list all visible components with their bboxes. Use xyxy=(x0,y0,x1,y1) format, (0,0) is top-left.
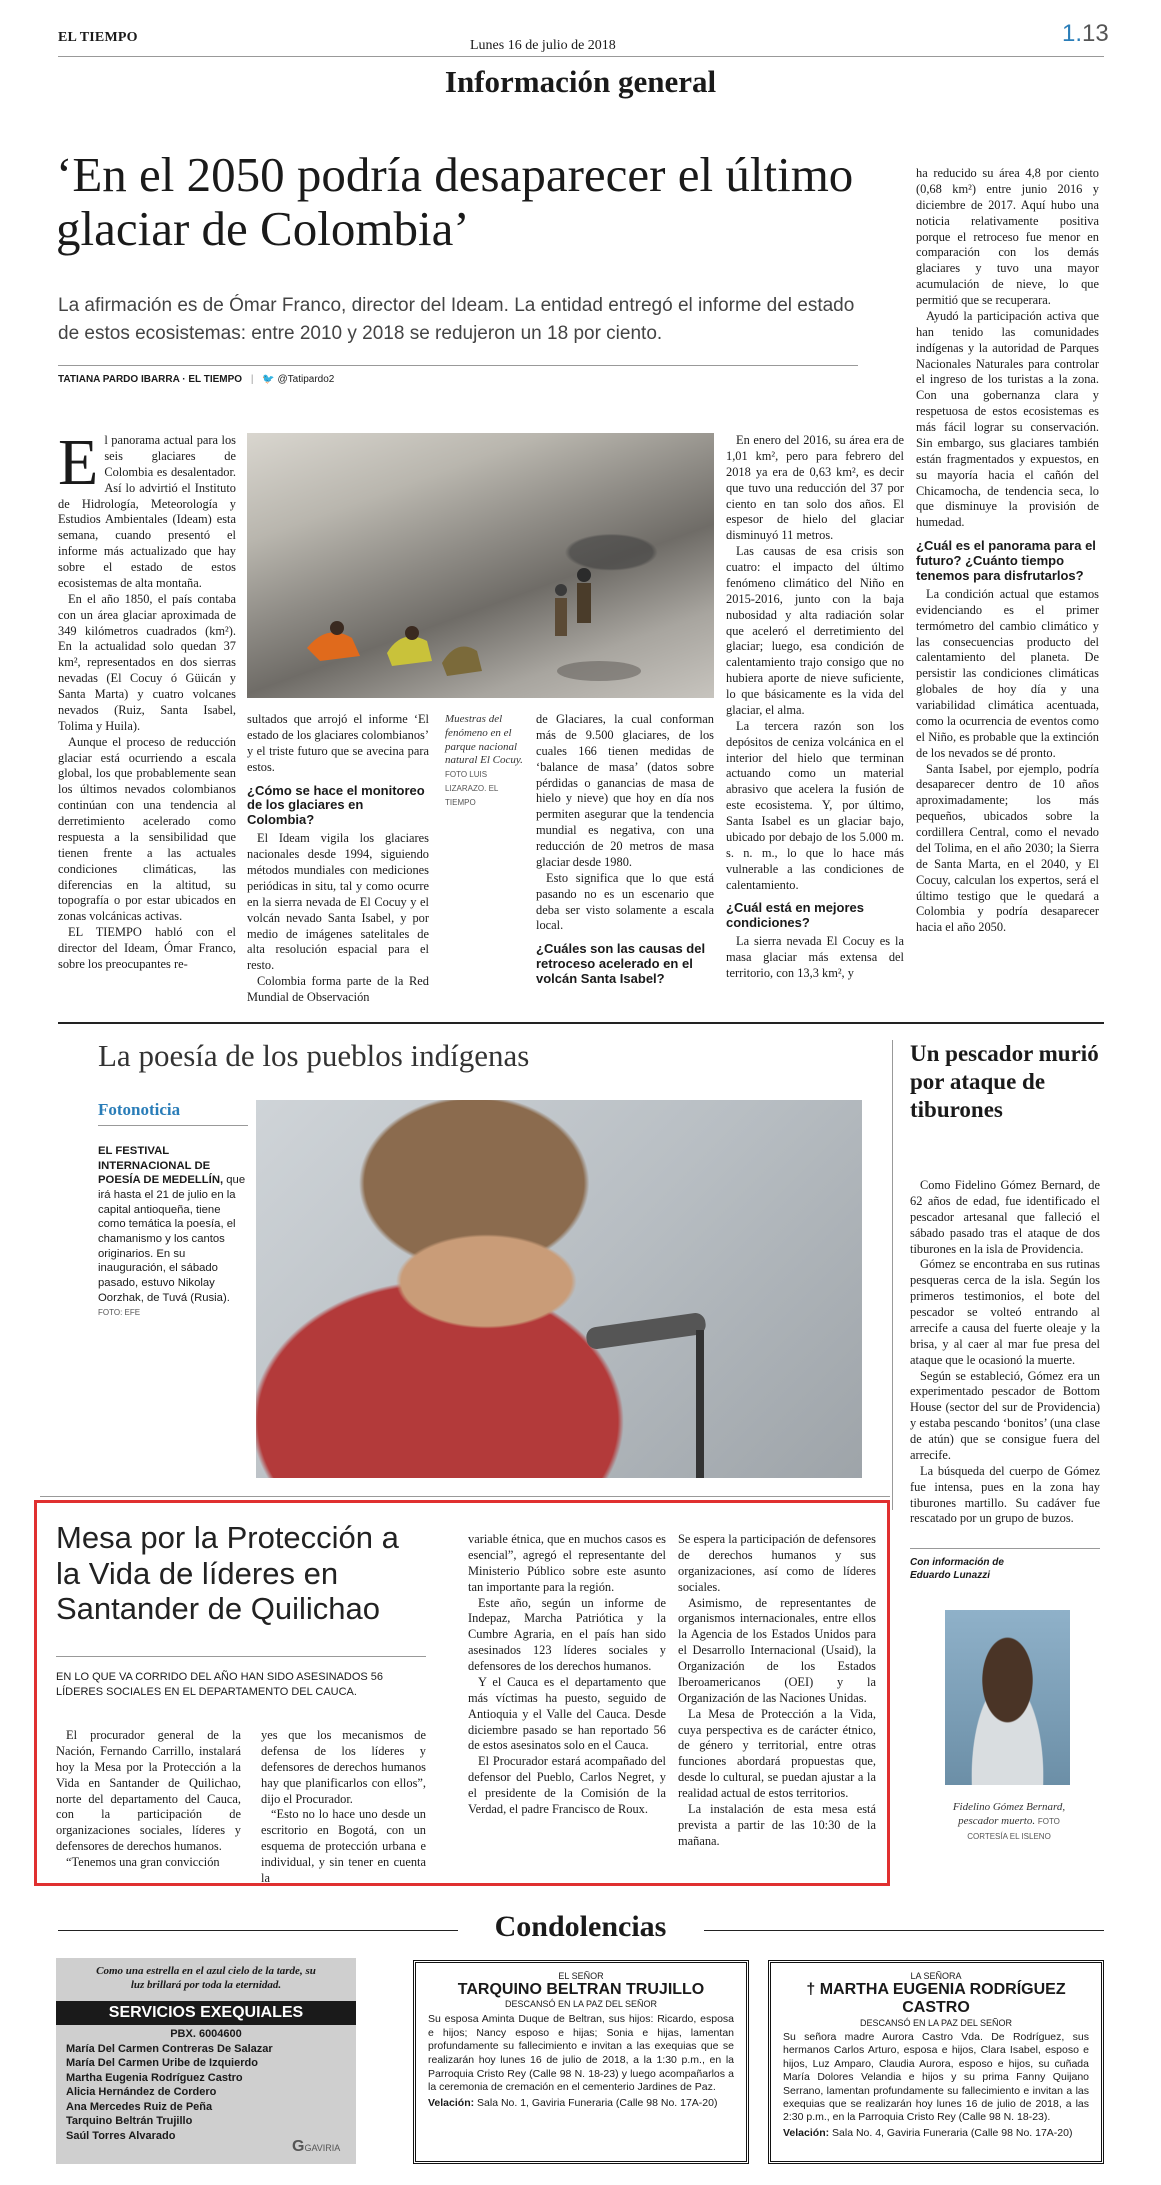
col1-p1: El panorama actual para los seis glaciares de Colombia es desalentador. Así lo advirtió el Instituto de Hidrología, Meteorología y Estudios Ambientales (Ideam) esta semana, cuando presentó el informe más actualizado que hay sobre el estado de estos ecosistemas de alta montaña. xyxy=(58,426,236,590)
col4-heading-1: ¿Cuál está en mejores condiciones? xyxy=(726,900,864,931)
col2-p2: El Ideam vigila los glaciares nacionales desde 1994, siguiendo métodos mundiales con mediciones periódicas in situ, tal y como ocurre en la sierra nevada de El Cocuy y el volcán nevado Santa Isabel, y por medio de imágenes satelitales de alta resolución espacial para el resto. xyxy=(247,831,429,973)
poesia-caption-text: que irá hasta el 21 de julio en la capital antioqueña, tiene como temática la poesía, el chamanismo y los cantos originarios. En su inauguración, el sábado pasado, estuvo Nikolay Oorzhak, de Tuvá (Rusia). xyxy=(98,1174,246,1304)
death-notice-1 xyxy=(413,1960,749,2164)
col3-p2: Esto significa que lo que está pasando no es un escenario que deba ser visto solamente a escala local. xyxy=(536,870,714,933)
n2-vel: Sala No. 4, Gaviria Funeraria (Calle 98 No. 17A-20) xyxy=(832,2126,1073,2139)
col2-p3: Colombia forma parte de la Red Mundial de Observación xyxy=(247,974,429,1005)
pescador-info-label: Con información de xyxy=(910,1557,1004,1568)
col3-p1: de Glaciares, la cual conforman más de 9.500 glaciares, de los cuales 166 tienen medidas de ‘balance de masa’ (datos sobre pérdidas o ganancias de masa de hielo y nieve) que hoy en día nos permiten asegurar que la tendencia mundial es negativa, con una reducción de 20 metros de masa glaciar desde 1980. xyxy=(536,712,714,869)
col2-heading-1: ¿Cómo se hace el monitoreo de los glaciares en Colombia? xyxy=(247,782,425,828)
gaviria-logo xyxy=(292,2138,340,2156)
twitter-handle[interactable]: @Tatipardo2 xyxy=(277,374,335,385)
mesa-sub: EN LO QUE VA CORRIDO DEL AÑO HAN SIDO ASESINADOS 56 LÍDERES SOCIALES EN EL DEPARTAMENTO DEL CAUCA. xyxy=(56,1671,384,1698)
fisherman-photo xyxy=(945,1610,1070,1785)
col5-heading-1: ¿Cuál es el panorama para el futuro? ¿Cuánto tiempo tenemos para disfrutarlos? xyxy=(916,538,1096,583)
col5-p4: Santa Isabel, por ejemplo, podría desaparecer dentro de 10 años aproximadamente; los más pequeños, ubicados sobre la cordillera Central, como el nevado del Tolima, en el año 2030; la Sierra de Santa Marta, en el 2040, y El Cocuy, calculan los expertos, será el último testigo que le quedará a Colombia y podría desaparecer hacia el año 2050. xyxy=(916,761,1099,935)
pescador-info-rule xyxy=(910,1548,1100,1549)
pescador-p4: La búsqueda del cuerpo de Gómez fue intensa, pues en la zona hay tiburones martillo. Su cadáver fue rescatado por un grupo de buzos. xyxy=(910,1463,1100,1526)
mesa-c2-p2: “Esto no lo hace uno desde un escritorio en Bogotá, con un esquema de protección urbana e individual, y sin tener en cuenta la xyxy=(261,1807,426,1885)
fisherman-caption-credit: FOTO CORTESÍA EL ISLENO xyxy=(967,1817,1060,1841)
mesa-col-4 xyxy=(678,1532,876,1850)
death-notice-2 xyxy=(768,1960,1104,2164)
main-headline: ‘En el 2050 podría desaparecer el último glaciar de Colombia’ xyxy=(56,147,854,256)
col1-p4: EL TIEMPO habló con el director del Ideam, Ómar Franco, sobre los preocupantes re- xyxy=(58,925,236,971)
main-col-5 xyxy=(916,166,1099,936)
fisherman-caption xyxy=(940,1800,1078,1843)
ad-title: SERVICIOS EXEQUIALES xyxy=(56,2001,356,2025)
mesa-top-rule xyxy=(40,1496,890,1497)
n1-name: TARQUINO BELTRAN TRUJILLO xyxy=(457,1981,705,1998)
exequiales-ad xyxy=(56,1958,356,2164)
mesa-col-3 xyxy=(468,1532,666,1818)
mesa-c3-p4: El Procurador estará acompañado del defensor del Pueblo, Carlos Negret, y el presidente de la Comisión de la Verdad, el padre Francisco de Roux. xyxy=(468,1754,666,1816)
condolencias-title: Condolencias xyxy=(494,1910,667,1943)
main-bottom-rule xyxy=(58,1022,1104,1024)
byline-author: TATIANA PARDO IBARRA · EL TIEMPO xyxy=(58,374,243,385)
ad-phone: PBX. 6004600 xyxy=(170,2027,242,2040)
ad-name: Alicia Hernández de Cordero xyxy=(66,2086,217,2099)
n2-name: † MARTHA EUGENIA RODRÍGUEZ CASTRO xyxy=(806,1981,1066,2017)
mesa-c4-p3: La Mesa de Protección a la Vida, cuya perspectiva es de carácter étnico, de género y territorial, entre otras funciones abordará propuestas que, desde lo cultural, se puedan ajustar a la realidad actual de estos territorios. xyxy=(678,1706,876,1800)
byline-rule xyxy=(58,365,858,366)
mesa-col-1 xyxy=(56,1728,241,1871)
page-number xyxy=(1062,20,1109,48)
col1-p3: Aunque el proceso de reducción glaciar está ocurriendo a escala global, los que probablemente sean los últimos nevados colombianos continúan con una tendencia al derretimiento acelerado como respuesta a la sensibilidad que tienen frente a las actuales condiciones climáticas, las diferencias en la altitud, su topografía o por estar ubicados en zonas volcánicas activas. xyxy=(58,734,236,924)
ad-name: Saúl Torres Alvarado xyxy=(66,2129,176,2142)
col4-p3: La tercera razón son los depósitos de ceniza volcánica en el interior del hielo que terminan actuando como un material abrasivo que acelera la fusión de este ecosistema. Y, por último, Santa Isabel es un glaciar bajo, ubicado por debajo de los 5.000 m. s. n. m., lo que lo hace más vulnerable a las condiciones de calentamiento. xyxy=(726,718,904,892)
main-col-4 xyxy=(726,433,904,982)
glacier-photo xyxy=(247,433,714,698)
mesa-c1-p2: “Tenemos una gran convicción xyxy=(66,1855,220,1869)
ad-name: Martha Eugenia Rodríguez Castro xyxy=(66,2071,243,2084)
pescador-p1: Como Fidelino Gómez Bernard, de 62 años de edad, fue identificado el pescador artesanal que falleció el sábado pasado tras el ataque de dos tiburones en la isla de Providencia. xyxy=(910,1178,1100,1256)
byline xyxy=(58,374,334,385)
ad-name: Ana Mercedes Ruiz de Peña xyxy=(66,2100,213,2113)
glacier-photo-figures xyxy=(247,433,714,698)
col1-p2: En el año 1850, el país contaba con un área glaciar aproximada de 349 kilómetros cuadrados (km²). En la actualidad solo quedan 37 km², representados en dos sierras nevadas (El Cocuy ó Güicán y Santa Marta) y cuatro volcanes nevados (Ruiz, Santa Isabel, Tolima y Huila). xyxy=(58,591,236,733)
mesa-c3-p1: variable étnica, que en muchos casos es esencial”, agregó el representante del Ministerio Público sobre este asunto tan importante para la región. xyxy=(468,1532,666,1594)
ad-name: María Del Carmen Uribe de Izquierdo xyxy=(66,2057,258,2070)
col4-p2: Las causas de esa crisis son cuatro: el impacto del último fenómeno climático del Niño en 2015-2016, junto con la baja nubosidad y alta radiación solar que aceleró el derretimiento del glaciar; luego, esa condición de calentamiento trajo consigo que no hubiera aporte de nieve suficiente, lo que básicamente es la vida del glaciar, el alma. xyxy=(726,544,904,717)
glacier-caption-credit: FOTO LUIS LIZARAZO. EL TIEMPO xyxy=(445,770,499,807)
col4-p4: La sierra nevada El Cocuy es la masa glaciar más extensa del territorio, con 13,3 km², y xyxy=(726,934,904,980)
glacier-caption xyxy=(445,713,527,809)
col5-p3: La condición actual que estamos evidenciando es el primer termómetro del cambio climático y las consecuencias producto del calentamiento del planeta. De persistir las condiciones climáticas globales de hoy día y una variabilidad climática acentuada, como la ocurrencia de eventos como el Niño, es probable que la extinción de los nevados se dé pronto. xyxy=(916,586,1099,760)
ad-name: Tarquino Beltrán Trujillo xyxy=(66,2115,193,2128)
main-col-3 xyxy=(536,712,714,990)
poesia-headline: La poesía de los pueblos indígenas xyxy=(98,1038,530,1073)
main-lead: La afirmación es de Ómar Franco, director del Ideam. La entidad entregó el informe del estado de estos ecosistemas: entre 2010 y 2018 se redujeron un 18 por ciento. xyxy=(58,295,855,344)
mesa-c4-p4: La instalación de esta mesa está prevista a partir de las 10:30 de la mañana. xyxy=(678,1801,876,1848)
mesa-headline: Mesa por la Protección a la Vida de líderes en Santander de Quilichao xyxy=(56,1520,399,1627)
mesa-c4-p1: Se espera la participación de defensores de derechos humanos y sus organizaciones, así como de líderes sociales. xyxy=(678,1532,876,1594)
gaviria-logo-text: GAVIRIA xyxy=(304,2143,341,2153)
byline-sep: | xyxy=(250,374,254,385)
pescador-info-name: Eduardo Lunazzi xyxy=(910,1570,990,1581)
n2-rest: DESCANSÓ EN LA PAZ DEL SEÑOR xyxy=(859,2017,1013,2028)
ad-names xyxy=(56,2040,356,2146)
page-num: 13 xyxy=(1082,20,1109,47)
mesa-col-2 xyxy=(261,1728,426,1887)
pescador-body xyxy=(910,1178,1100,1527)
twitter-icon: 🐦 xyxy=(262,374,275,385)
n1-velacion xyxy=(428,2097,734,2109)
pescador-headline: Un pescador murió por ataque de tiburones xyxy=(910,1041,1099,1123)
col3-heading-1: ¿Cuáles son las causas del retroceso acelerado en el volcán Santa Isabel? xyxy=(536,941,706,987)
poesia-right-vrule xyxy=(892,1040,893,1510)
mesa-sub-rule xyxy=(56,1656,426,1657)
section-title: Información general xyxy=(444,64,717,99)
col2-p1: sultados que arrojó el informe ‘El estado de los glaciares colombianos’ y el triste futuro que se avecina para estos. xyxy=(247,712,429,774)
n2-body: Su señora madre Aurora Castro Vda. De Rodríguez, sus hermanos Carlos Arturo, esposa e hijos, Clara Isabel, esposo e hijos, Luz Amparo, Claudia Aurora, esposo e hijos, su cuñada María Dolores Velandia e hijos y su prima Fanny Quijano Serrano, lamentan profundamente su fallecimiento e invitan a las exequias que se realizarán hoy lunes 16 de julio de 2018, a las 2:30 p.m., en la Parroquia Cristo Rey (Calle 98 N. 18-23). xyxy=(783,2030,1089,2124)
poesia-caption xyxy=(98,1144,248,1320)
mesa-c4-p2: Asimismo, de representantes de organismos internacionales, entre ellos la Agencia de los Estados Unidos para el Desarrollo Internacional (Usaid), la Organización de los Estados Iberoamericanos (OEI) y la Organización de las Naciones Unidas. xyxy=(678,1595,876,1705)
ad-quote: Como una estrella en el azul cielo de la tarde, su luz brillará por toda la eternidad. xyxy=(96,1965,316,1992)
poesia-label: Fotonoticia xyxy=(98,1100,181,1119)
brand: EL TIEMPO xyxy=(58,30,138,45)
col5-p1: ha reducido su área 4,8 por ciento (0,68 km²) entre junio 2016 y diciembre de 2017. Aquí hubo una noticia relativamente positiva porque el retroceso fue menor en comparación con los demás glaciares y tuvo una mayor acumulación de nieve, lo que permitió que se recuperara. xyxy=(916,166,1099,307)
gaviria-logo-icon: G xyxy=(292,2138,305,2155)
glacier-caption-text: Muestras del fenómeno en el parque nacional natural El Cocuy. xyxy=(445,713,523,767)
mesa-c2-p1: yes que los mecanismos de defensa de los líderes y defensores de derechos humanos hay que planificarlos con ellos”, dijo el Procurador. xyxy=(261,1728,426,1806)
main-col-1 xyxy=(58,426,236,973)
n2-vel-label: Velación: xyxy=(783,2126,830,2139)
page-date: Lunes 16 de julio de 2018 xyxy=(470,38,616,53)
n1-pre: EL SEÑOR xyxy=(558,1971,604,1981)
col5-p2: Ayudó la participación activa que han tenido las comunidades indígenas y la autoridad de Parques Nacionales Naturales para controlar el ingreso de los turistas a la zona. Con una gobernanza clara y respetuosa de estos ecosistemas es más fácil lograr su conservación. Sin embargo, sus glaciares también están fragmentados y expuestos, en su mayoría hacia el cañón del Chicamocha, de tendencia seca, lo que disminuye la provisión de humedad. xyxy=(916,308,1099,530)
main-col-2 xyxy=(247,712,429,1006)
col4-p1: En enero del 2016, su área era de 1,01 km², pero para febrero del 2018 ya era de 0,63 km², es decir que tuvo una reducción del 37 por ciento en tan solo dos años. El espesor de hielo del glaciar disminuyó 11 metros. xyxy=(726,433,904,543)
dropcap: E xyxy=(58,426,99,499)
mesa-c3-p2: Este año, según un informe de Indepaz, Marcha Patriótica y la Cumbre Agraria, en el país han sido asesinados 123 líderes sociales y defensores de los derechos humanos. xyxy=(468,1595,666,1673)
poet-photo xyxy=(256,1100,862,1478)
poesia-label-rule xyxy=(98,1125,248,1126)
poesia-credit: FOTO: EFE xyxy=(98,1308,141,1318)
n1-body: Su esposa Aminta Duque de Beltran, sus hijos: Ricardo, esposa e hijos; Nancy esposo e hijas; Sonia e hijas, lamentan profundamente su fallecimiento e invitan a las exequias que se realizarán hoy lunes 16 de julio de 2018, a la 1:30 p.m., en la Parroquia Cristo Rey (Calle 98 N. 18-23) y luego acompañarlos a la ceremonia de cremación en el cementerio Jardines de Paz. xyxy=(428,2013,734,2094)
n1-vel-label: Velación: xyxy=(428,2096,475,2109)
pescador-p3: Según se estableció, Gómez era un experimentado pescador de Bottom House (sector del sur de Providencia) y estaba pescando ‘bonitos’ (una clase de atún) que se consigue fuera del arrecife. xyxy=(910,1368,1100,1462)
n1-rest: DESCANSÓ EN LA PAZ DEL SEÑOR xyxy=(504,1999,658,2009)
ad-name: María Del Carmen Contreras De Salazar xyxy=(66,2042,273,2055)
poet-photo-microphone xyxy=(256,1100,862,1478)
mesa-c3-p3: Y el Cauca es el departamento que más víctimas ha puesto, seguido de Antioquia y el Valle del Cauca. Desde diciembre pasado se han reportado 56 de estos asesinatos solo en el Cauca. xyxy=(468,1674,666,1753)
top-rule xyxy=(58,56,1104,57)
mesa-c1-p1: El procurador general de la Nación, Fernando Carrillo, instalará hoy la Mesa por la Protección a la Vida en Santander de Quilichao, norte del departamento del Cauca, con la participación de organizaciones sociales, líderes y defensores de derechos humanos. xyxy=(56,1728,241,1854)
fisherman-caption-text: Fidelino Gómez Bernard, pescador muerto. xyxy=(952,1801,1066,1828)
pescador-p2: Gómez se encontraba en sus rutinas pesqueras cerca de la isla. Según los primeros testimonios, el bote del pescador se volteó entrando al arrecife a causa del fuerte oleaje y la brisa, y al caer al mar fue presa del ataque que le ocasionó la muerte. xyxy=(910,1257,1100,1367)
n2-pre: LA SEÑORA xyxy=(910,1971,962,1981)
n2-velacion xyxy=(783,2127,1089,2139)
page-prefix: 1. xyxy=(1062,20,1083,47)
pescador-info xyxy=(910,1556,1004,1582)
poesia-caption-bold: EL FESTIVAL INTERNACIONAL DE POESÍA DE MEDELLÍN, xyxy=(98,1145,224,1187)
n1-vel: Sala No. 1, Gaviria Funeraria (Calle 98 No. 17A-20) xyxy=(477,2096,718,2109)
